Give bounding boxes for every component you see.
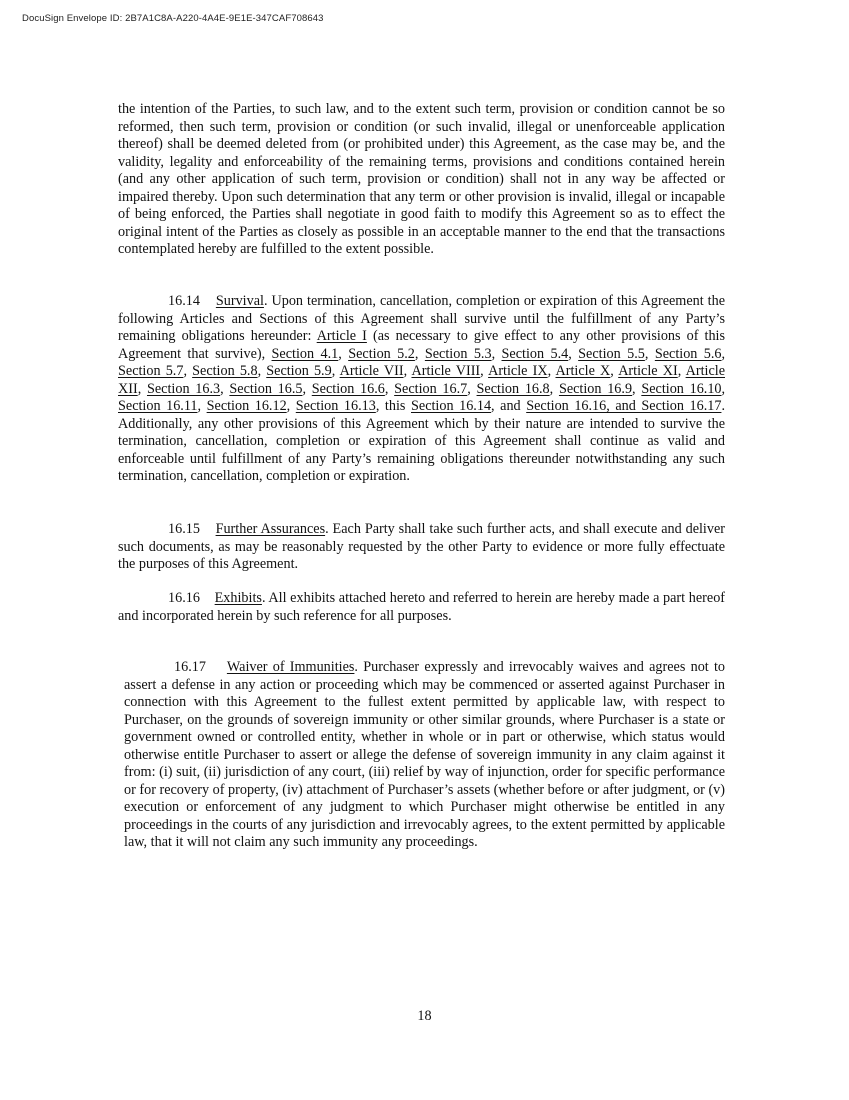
paragraph-text: (as necessary to give effect to any other provisions of this Agreement that survive), [118,328,726,362]
section-paragraph: 16.14 Survival. Upon termination, cancellation, completion or expiration of this Agreement the following Articles and Sections of this Agreement shall survive until the fulfillment of any Party’s remaining obligations hereunder: Article I (as necessary to give effect to any other provisions of this Agreement that survive), Section 4.1, Section 5.2, Section 5.3, Section 5.4, Section 5.5, Section 5.6, Section 5.7, Section 5.8, Section 5.9, Article VII, Article VIII, Article IX, Article X, Article XI, Article XII, Section 16.3, Section 16.5, Section 16.6, Section 16.7, Section 16.8, Section 16.9, Section 16.10, Section 16.11, Section 16.12, Section 16.13, this Section 16.14, and Section 16.16, and Section 16.17. Additionally, any other provisions of this Agreement which by their nature are intended to survive the termination, cancellation, completion or expiration of this Agreement shall continue as valid and enforceable until fulfillment of any Party’s remaining obligations thereunder notwithstanding any such termination, cancellation, completion or expiration. [118,293,726,484]
cross-reference: Section 5.2 [348,345,415,362]
paragraph-text: . Upon termination, cancellation, completion or expiration of this Agreement the following Articles and Sections of this Agreement shall survive until the fulfillment of any Party’s remaining obligations hereunder: [118,293,725,344]
section-number: 16.17 [174,659,206,675]
cross-reference: Article I [316,328,367,344]
cross-reference: Section 5.9 [266,363,332,379]
section-number: 16.15 [168,521,200,537]
cross-reference: Article IX [488,363,548,379]
envelope-id: DocuSign Envelope ID: 2B7A1C8A-A220-4A4E-9E1E-347CAF708643 [22,13,324,24]
cross-reference: Section 16.14 [411,398,492,414]
paragraph-text: , and [491,398,527,414]
cross-reference: Section 16.6 [311,380,385,397]
cross-reference: Article X [555,363,611,379]
cross-reference: Section 5.6 [654,345,722,362]
section-16-17 [124,659,725,852]
paragraph-text: . All exhibits attached hereto and referred to herein are hereby made a part hereof and incorporated herein by such reference for all purposes. [118,590,726,624]
cross-reference: Section 5.3 [424,345,492,362]
cross-reference: Article XII [118,363,725,397]
section-16-14 [118,293,725,486]
continued-paragraph [118,101,725,259]
cross-reference: Section 16.5 [229,380,303,397]
section-heading: Exhibits [214,590,262,606]
cross-reference: Section 5.8 [192,363,258,379]
cross-reference: Article VII [339,363,404,379]
paragraph-text: . Each Party shall take such further acts, and shall execute and deliver such documents, as may be reasonably requested by the other Party to evidence or more fully effectuate the purposes of this Agreement. [118,521,725,572]
cross-reference: Article VIII [411,363,481,379]
page-number: 18 [417,1008,432,1024]
section-heading: Waiver of Immunities [226,659,355,675]
cross-reference: Section 16.10 [641,380,722,397]
cross-reference: Section 16.16, and Section 16.17 [526,398,722,414]
paragraph-text: . Additionally, any other provisions of this Agreement which by their nature are intended to survive the termination, cancellation, completion or expiration of this Agreement shall continue as valid and enforceable until fulfillment of any Party’s remaining obligations thereunder notwithstanding any such termination, cancellation, completion or expiration. [118,398,725,484]
cross-reference: Section 16.7 [394,380,468,397]
section-number: 16.14 [168,293,200,309]
paragraph-text: . Purchaser expressly and irrevocably waives and agrees not to assert a defense in any action or proceeding which may be commenced or asserted against Purchaser in connection with this Agreement to the fullest extent permitted by applicable law, with respect to Purchaser, on the grounds of sovereign immunity or other similar grounds, where Purchaser is a state or government owned or controlled entity, whether in whole or in part or otherwise, which status would otherwise entitle Purchaser to assert or allege the defense of sovereign immunity in any claim against it from: (i) suit, (ii) jurisdiction of any court, (iii) relief by way of injunction, order for specific performance or for recovery of property, (iv) attachment of Purchaser’s assets (whether before or after judgment, or (v) execution or enforcement of any judgment to which Purchaser might otherwise be entitled in any proceedings in the courts of any jurisdiction and irrevocably agrees, to the extent permitted by applicable law, that it will not claim any such immunity any proceedings. [124,659,725,850]
section-16-16 [118,590,725,625]
cross-reference: Section 5.4 [501,345,569,362]
section-16-15 [118,521,725,574]
section-heading: Further Assurances [215,521,326,537]
section-paragraph [118,590,725,625]
section-number: 16.16 [168,590,200,606]
paragraph-text: , this [375,398,411,414]
cross-reference: Article XI [618,363,678,379]
section-paragraph [118,521,725,574]
cross-reference: Section 5.5 [578,345,645,362]
cross-reference: Section 16.9 [558,380,633,397]
cross-reference: Section 4.1 [271,345,339,362]
cross-reference: Section 16.3 [146,380,221,397]
section-paragraph [124,659,725,852]
cross-reference: Section 16.11 [118,398,198,414]
section-heading: Survival [215,293,264,309]
cross-reference: Section 16.12 [206,398,287,414]
cross-reference: Section 5.7 [118,363,184,379]
cross-reference: Section 16.8 [476,380,550,397]
cross-reference: Section 16.13 [295,398,376,414]
paragraph-text: the intention of the Parties, to such law, and to the extent such term, provision or condition cannot be so reformed, then such term, provision or condition (or such invalid, illegal or unenforceable application thereof) shall be deemed deleted from (or prohibited under) this Agreement, as the case may be, and the validity, legality and enforceability of the remaining terms, provisions and conditions contained herein (and any other application of such term, provision or condition) shall not in any way be affected or impaired thereby. Upon such determination that any term or other provision is invalid, illegal or incapable of being enforced, the Parties shall negotiate in good faith to modify this Agreement so as to effect the original intent of the Parties as closely as possible in an acceptable manner to the end that the transactions contemplated hereby are fulfilled to the extent possible. [118,101,725,257]
